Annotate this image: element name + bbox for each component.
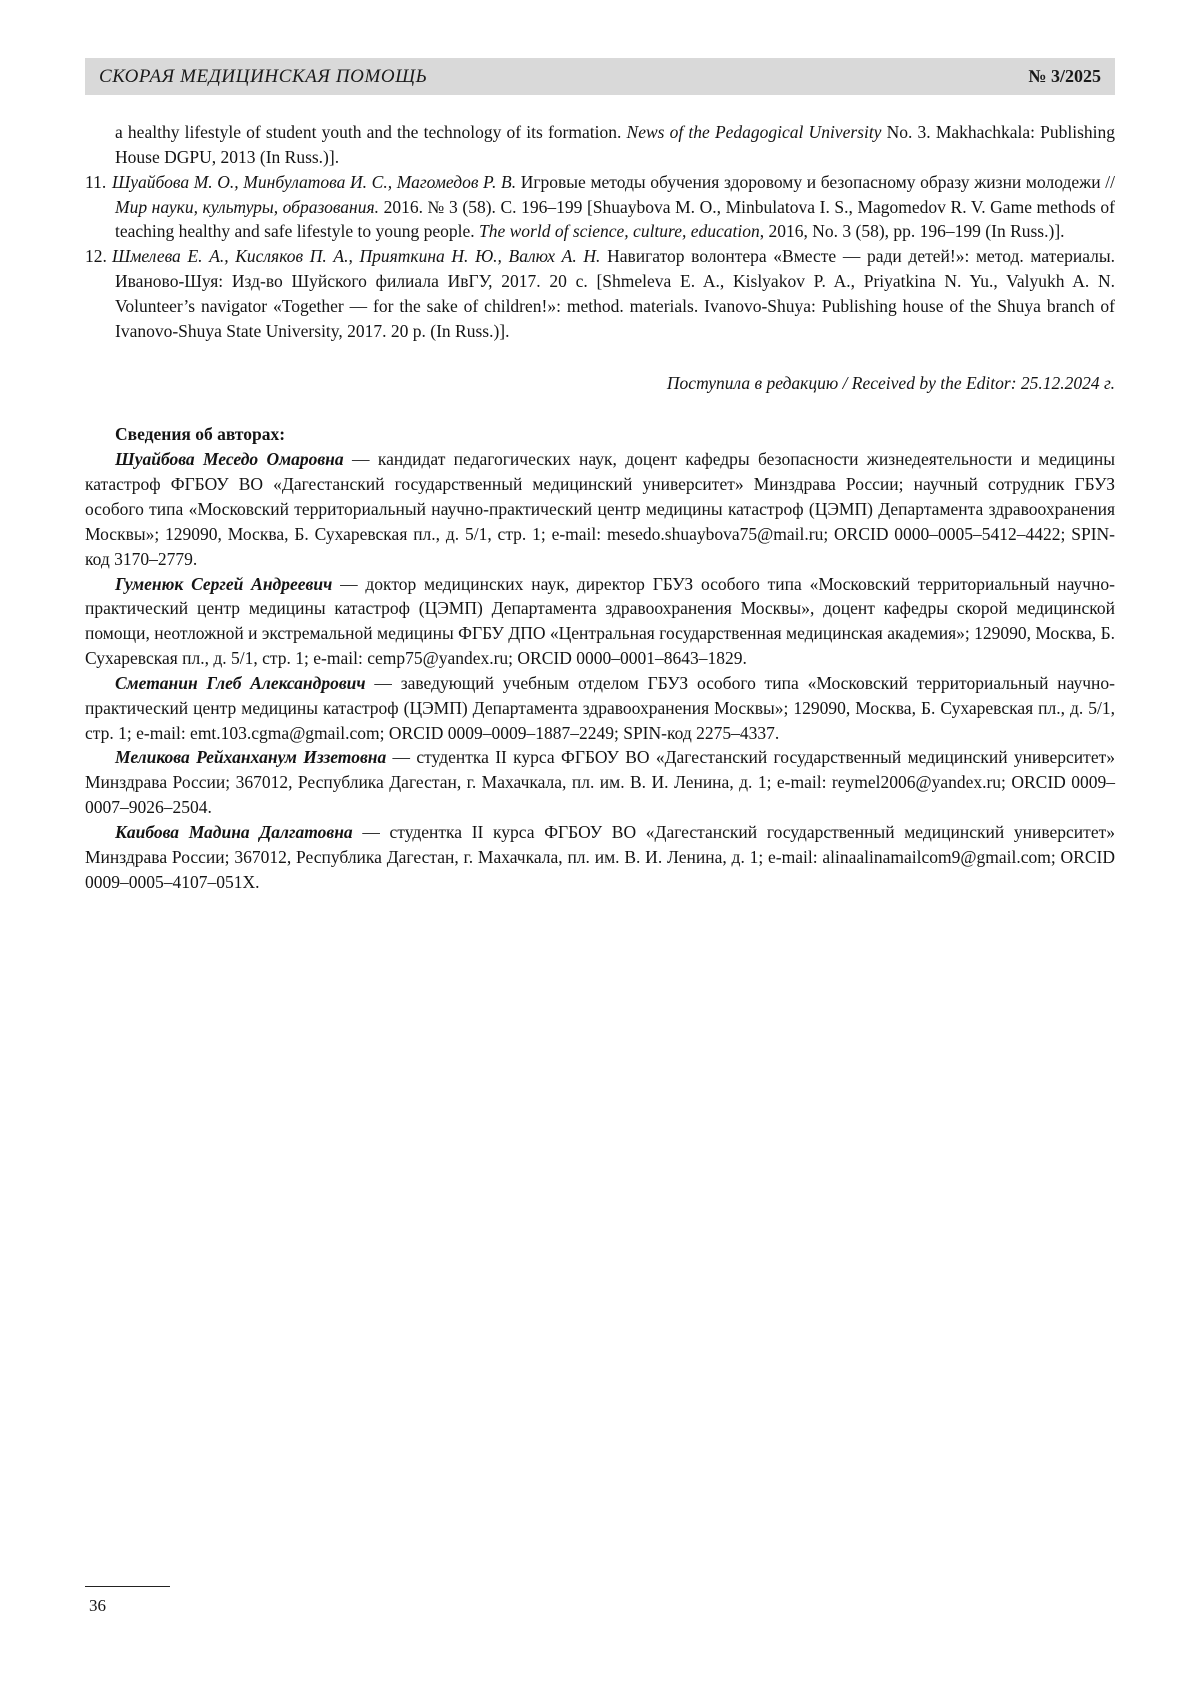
reference-source-title: News of the Pedagogical University (626, 122, 882, 142)
footer-divider (85, 1586, 170, 1587)
page-footer (85, 1586, 170, 1616)
reference-text: , 2016, No. 3 (58), pp. 196–199 (In Russ.)]. (759, 221, 1065, 242)
author-name: Сметанин Глеб Александрович (115, 672, 366, 693)
author-bio-smetanin (85, 671, 1115, 746)
author-details: — доктор медицинских наук, директор ГБУЗ особого типа «Московский территориальный научно-практический центр медицины катастроф (ЦЭМП) Департамента здравоохранения Москвы», доцент кафедры скорой медицинской помощи, неотложной и экстремальной медицины ФГБУ ДПО «Центральная государственная медицинская академия»; 129090, Москва, Б. Сухаревская пл., д. 5/1, стр. 1; e-mail: cemp75@yandex.ru; ORCID 0000–0001–8643–1829. (85, 573, 1115, 669)
author-details: — заведующий учебным отделом ГБУЗ особого типа «Московский территориальный научно-практический центр медицины катастроф (ЦЭМП) Департамента здравоохранения Москвы»; 129090, Москва, Б. Сухаревская пл., д. 5/1, стр. 1; e-mail: emt.103.cgma@gmail.com; ORCID 0009–0009–1887–2249; SPIN-код 2275–4337. (85, 672, 1115, 743)
reference-number: 12. (85, 246, 107, 267)
page-number: 36 (89, 1596, 106, 1615)
author-details: — студентка II курса ФГБОУ ВО «Дагестанский государственный медицинский университет» Минздрава России; 367012, Республика Дагестан, г. Махачкала, пл. им. В. И. Ленина, д. 1; e-mail: alinaalinamailcom9@gmail.com; ORCID 0009–0005–4107–051X. (85, 821, 1115, 892)
reference-number: 11. (85, 171, 107, 192)
author-name: Каибова Мадина Далгатовна (115, 821, 353, 842)
author-name: Шуайбова Меседо Омаровна (115, 449, 344, 470)
reference-10-continuation (85, 120, 1115, 170)
reference-text: a healthy lifestyle of student youth and the technology of its formation. (115, 122, 627, 142)
reference-source-title-en: The world of science, culture, education (478, 221, 760, 242)
author-bio-kaibova (85, 820, 1115, 895)
page-content (85, 120, 1115, 894)
received-by-editor-line: Поступила в редакцию / Received by the Editor: 25.12.2024 г. (666, 372, 1115, 393)
author-name: Гуменюк Сергей Андреевич (115, 573, 333, 594)
reference-text: No. 3. Makhachkala: Publishing House DGPU, 2013 (In Russ.)]. (115, 122, 1116, 167)
issue-number: № 3/2025 (1028, 66, 1101, 86)
reference-text: 2016. № 3 (58). С. 196–199 [Shuaybova M. O., Minbulatova I. S., Magomedov R. V. Game methods of teaching healthy and safe lifestyle to young people. (115, 196, 1115, 242)
journal-title: СКОРАЯ МЕДИЦИНСКАЯ ПОМОЩЬ (99, 65, 428, 87)
authors-section-heading: Сведения об авторах: (115, 424, 286, 445)
reference-text: Игровые методы обучения здоровому и безопасному образу жизни молодежи // (516, 171, 1115, 192)
page-header (85, 58, 1115, 95)
author-bio-shuaybova (85, 447, 1115, 571)
author-details: — студентка II курса ФГБОУ ВО «Дагестанский государственный медицинский университет» Минздрава России; 367012, Республика Дагестан, г. Махачкала, пл. им. В. И. Ленина, д. 1; e-mail: reymel2006@yandex.ru; ORCID 0009–0007–9026–2504. (85, 747, 1115, 818)
reference-item-11 (85, 170, 1115, 245)
reference-source-title: Мир науки, культуры, образования. (115, 196, 380, 217)
author-details: — кандидат педагогических наук, доцент кафедры безопасности жизнедеятельности и медицины катастроф ФГБОУ ВО «Дагестанский государственный медицинский университет» Минздрава России; научный сотрудник ГБУЗ особого типа «Московский территориальный научно-практический центр медицины катастроф (ЦЭМП) Департамента здравоохранения Москвы»; 129090, Москва, Б. Сухаревская пл., д. 5/1, стр. 1; e-mail: mesedo.shuaybova75@mail.ru; ORCID 0000–0005–5412–4422; SPIN-код 3170–2779. (85, 449, 1116, 569)
reference-authors: Шмелева Е. А., Кисляков П. А., Прияткина Н. Ю., Валюх А. Н. (112, 246, 601, 267)
author-bio-melikova (85, 745, 1115, 820)
reference-authors: Шуайбова М. О., Минбулатова И. С., Магомедов Р. В. (112, 171, 517, 192)
author-name: Меликова Рейханханум Иззетовна (115, 747, 387, 768)
reference-item-12 (85, 244, 1115, 343)
author-bio-gumenyuk (85, 572, 1115, 671)
reference-text: Навигатор волонтера «Вместе — ради детей!»: метод. материалы. Иваново-Шуя: Изд-во Шуйского филиала ИвГУ, 2017. 20 с. [Shmeleva E. A., Kislyakov P. A., Priyatkina N. Yu., Valyukh A. N. Volunteer’s navigator «Together — for the sake of children!»: method. materials. Ivanovo-Shuya: Publishing house of the Shuya branch of Ivanovo-Shuya State University, 2017. 20 p. (In Russ.)]. (115, 246, 1115, 341)
